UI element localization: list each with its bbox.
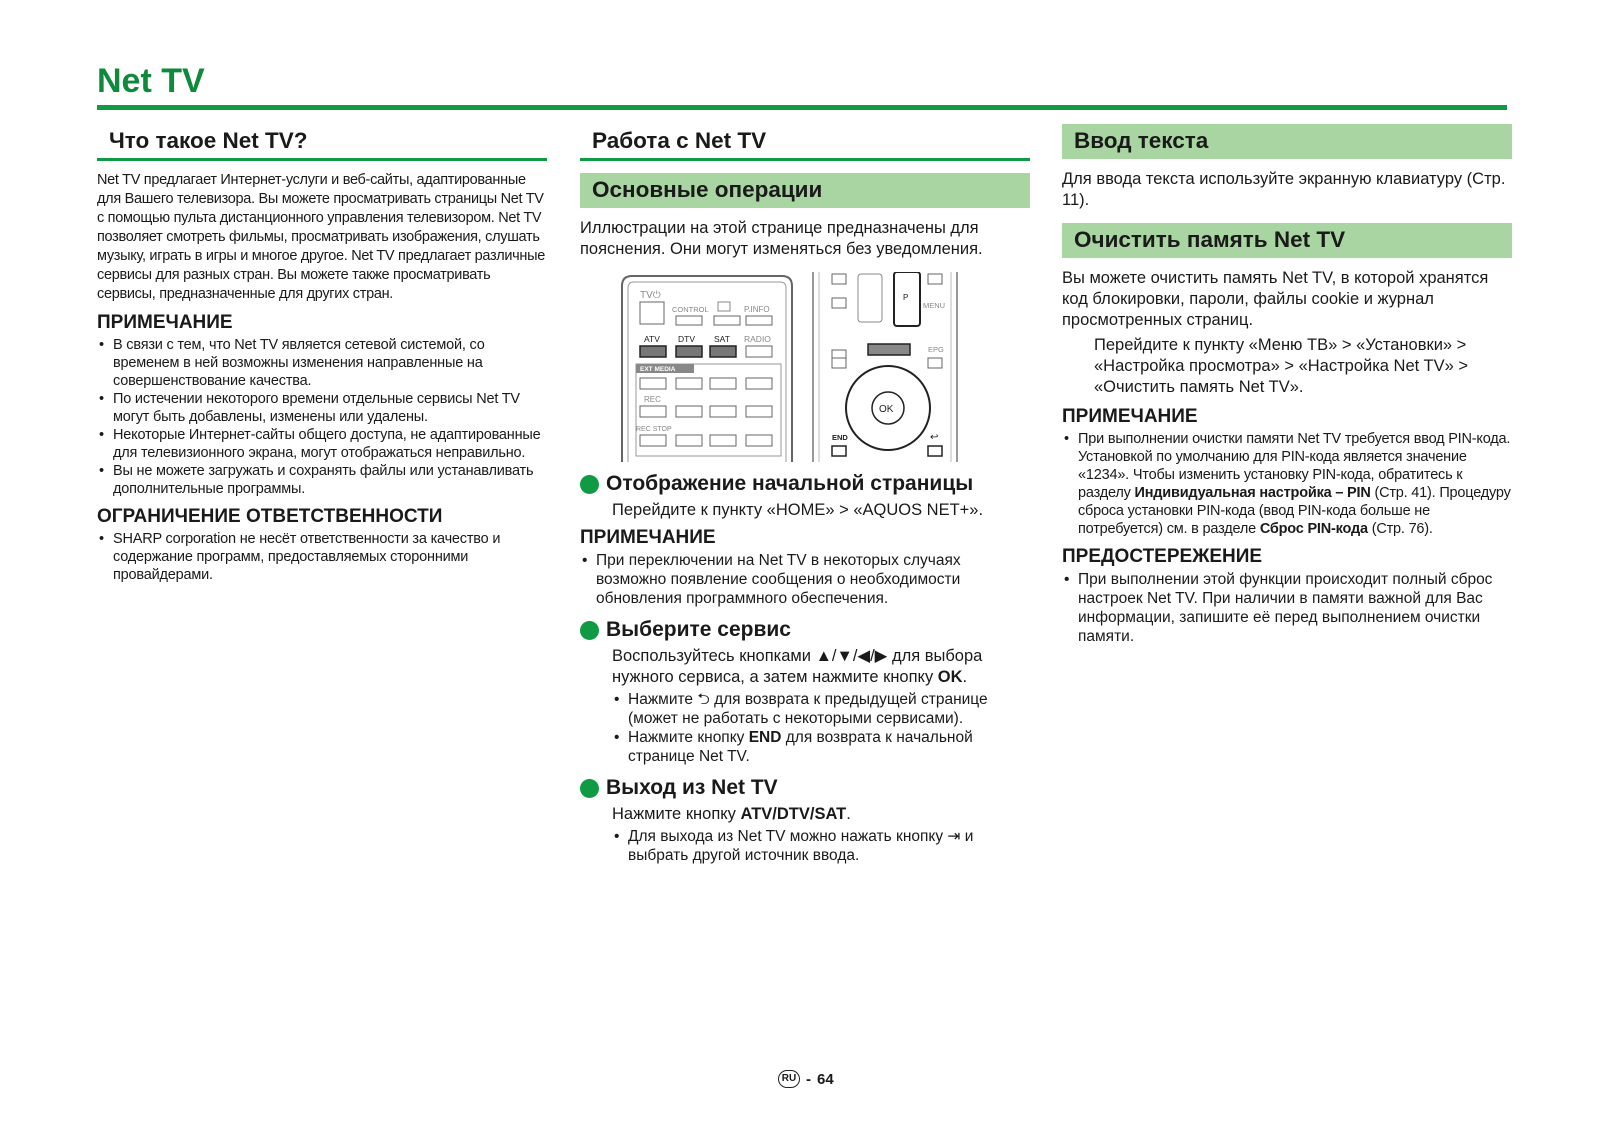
sat-label: SAT	[714, 334, 730, 344]
atv-label: ATV	[644, 334, 660, 344]
band-clear-memory: Очистить память Net TV	[1062, 223, 1512, 258]
list-item: • При переключении на Net TV в некоторых случаях возможно появление сообщения о необходимости обновления программного обеспечения.	[596, 551, 1030, 608]
note-list	[97, 336, 547, 498]
caution-heading: ПРЕДОСТЕРЕЖЕНИЕ	[1062, 546, 1263, 567]
exit-instruction: Нажмите кнопку ATV/DTV/SAT.	[612, 805, 851, 823]
list-item: • По истечении некоторого времени отдельные сервисы Net TV могут быть добавлены, изменены или удалены.	[113, 390, 547, 426]
page-separator: -	[806, 1070, 811, 1088]
disclaimer-list	[97, 530, 547, 584]
control-icon	[640, 302, 664, 324]
bullet-dot-icon	[580, 475, 599, 494]
note-list	[580, 551, 1030, 608]
note-list	[1062, 430, 1512, 538]
section-home-heading	[580, 472, 1030, 496]
ok-key-text: OK	[937, 668, 963, 686]
section-exit-heading	[580, 776, 1030, 800]
radio-label: RADIO	[744, 334, 771, 344]
section-heading-working: Работа с Net TV	[580, 122, 1030, 161]
language-badge: RU	[778, 1070, 800, 1088]
note-heading: ПРИМЕЧАНИЕ	[580, 527, 716, 548]
list-item: • Для выхода из Net TV можно нажать кнопку ⇥ и выбрать другой источник ввода.	[628, 827, 1030, 865]
bullet-dot-icon	[580, 621, 599, 640]
select-instruction	[612, 646, 1030, 688]
select-text: Воспользуйтесь кнопками ▲/▼/◀/▶ для выбора нужного сервиса, а затем нажмите кнопку	[612, 647, 983, 686]
column-text-and-memory	[1062, 122, 1512, 646]
list-item: • Некоторые Интернет-сайты общего доступа, не адаптированные для телевизионного экрана, могут отображаться неправильно.	[113, 426, 547, 462]
list-item: • Вы не можете загружать и сохранять файлы или устанавливать дополнительные программы.	[113, 462, 547, 498]
bullet-dot-icon	[580, 779, 599, 798]
select-heading-text: Выберите сервис	[606, 618, 791, 641]
band-text-input: Ввод текста	[1062, 124, 1512, 159]
exit-heading-text: Выход из Net TV	[606, 776, 778, 799]
remote-right-illustration	[810, 272, 960, 462]
return-icon: ⮌	[697, 691, 710, 708]
list-item: • Нажмите кнопку END для возврата к начальной странице Net TV.	[628, 728, 1030, 766]
column-working-with-net-tv	[580, 122, 1030, 865]
epg-label: EPG	[928, 345, 944, 354]
section-select-heading	[580, 618, 1030, 642]
clear-intro: Вы можете очистить память Net TV, в которой хранятся код блокировки, пароли, файлы cookie и журнал просмотренных страниц.	[1062, 269, 1489, 329]
column-what-is-net-tv	[97, 122, 547, 584]
end-label: END	[832, 433, 848, 442]
rec-stop-label: REC STOP	[636, 426, 672, 433]
rec-label: REC	[644, 395, 661, 404]
ok-label: OK	[879, 404, 894, 415]
text-input-paragraph: Для ввода текста используйте экранную клавиатуру (Стр. 11).	[1062, 170, 1506, 209]
select-text-end: .	[962, 668, 968, 686]
tv-label: TV⏻	[640, 290, 661, 301]
band-basic-operations: Основные операции	[580, 173, 1030, 208]
dtv-label: DTV	[678, 334, 695, 344]
home-instruction: Перейдите к пункту «HOME» > «AQUOS NET+».	[612, 501, 984, 519]
home-button-icon	[868, 344, 910, 355]
remote-left-illustration	[618, 272, 796, 462]
page-title: Net TV	[97, 62, 205, 100]
page-number	[778, 1070, 834, 1088]
ext-media-label: EXT MEDIA	[640, 366, 676, 373]
select-bullets	[612, 690, 1030, 766]
pinfo-label: P.INFO	[744, 305, 770, 314]
page-number-value: 64	[817, 1070, 834, 1088]
exit-bullets	[612, 827, 1030, 865]
caution-list	[1062, 570, 1512, 646]
title-rule	[97, 105, 1507, 110]
intro-paragraph: Net TV предлагает Интернет-услуги и веб-сайты, адаптированные для Вашего телевизора. Вы можете просматривать страницы Net TV с помощью пульта дистанционного управления телевизором. Net TV позволяет смотреть фильмы, просматривать изображения, слушать музыку, играть в игры и многое другое. Net TV предлагает различные сервисы для разных стран. Вы можете также просматривать сервисы, предназначенные для других стран.	[97, 172, 546, 302]
illustration-note: Иллюстрации на этой странице предназначены для пояснения. Они могут изменяться без уведомления.	[580, 219, 983, 258]
input-source-icon: ⇥	[947, 828, 961, 845]
list-item: • При выполнении очистки памяти Net TV требуется ввод PIN-кода. Установкой по умолчанию для PIN-кода является значение «1234». Чтобы изменить установку PIN-кода, обратитесь к разделу Индивидуальная настройка – PIN (Стр. 41). Процедуру сброса установки PIN-кода (ввод PIN-кода больше не потребуется) см. в разделе Сброс PIN-кода (Стр. 76).	[1078, 430, 1512, 538]
list-item: • При выполнении этой функции происходит полный сброс настроек Net TV. При наличии в памяти важной для Вас информации, запишите её перед выполнением очистки памяти.	[1078, 570, 1512, 646]
disclaimer-heading: ОГРАНИЧЕНИЕ ОТВЕТСТВЕННОСТИ	[97, 506, 443, 527]
p-label: P	[903, 293, 909, 302]
control-label: CONTROL	[672, 305, 709, 314]
clear-path: Перейдите к пункту «Меню ТВ» > «Установки» > «Настройка просмотра» > «Настройка Net TV» > «Очистить память Net TV».	[1094, 336, 1469, 396]
list-item: • В связи с тем, что Net TV является сетевой системой, со временем в ней возможны изменения направленные на совершенствование качества.	[113, 336, 547, 390]
note-heading: ПРИМЕЧАНИЕ	[97, 312, 233, 333]
home-heading-text: Отображение начальной страницы	[606, 472, 974, 495]
note-heading: ПРИМЕЧАНИЕ	[1062, 406, 1198, 427]
menu-label: MENU	[923, 301, 946, 310]
list-item: • SHARP corporation не несёт ответственности за качество и содержание программ, предоставляемых сторонними провайдерами.	[113, 530, 547, 584]
return-icon: ↩	[930, 432, 939, 443]
remote-illustration	[618, 272, 1030, 462]
list-item: • Нажмите ⮌ для возврата к предыдущей странице (может не работать с некоторыми сервисами).	[628, 690, 1030, 728]
section-heading-what-is: Что такое Net TV?	[97, 122, 547, 161]
